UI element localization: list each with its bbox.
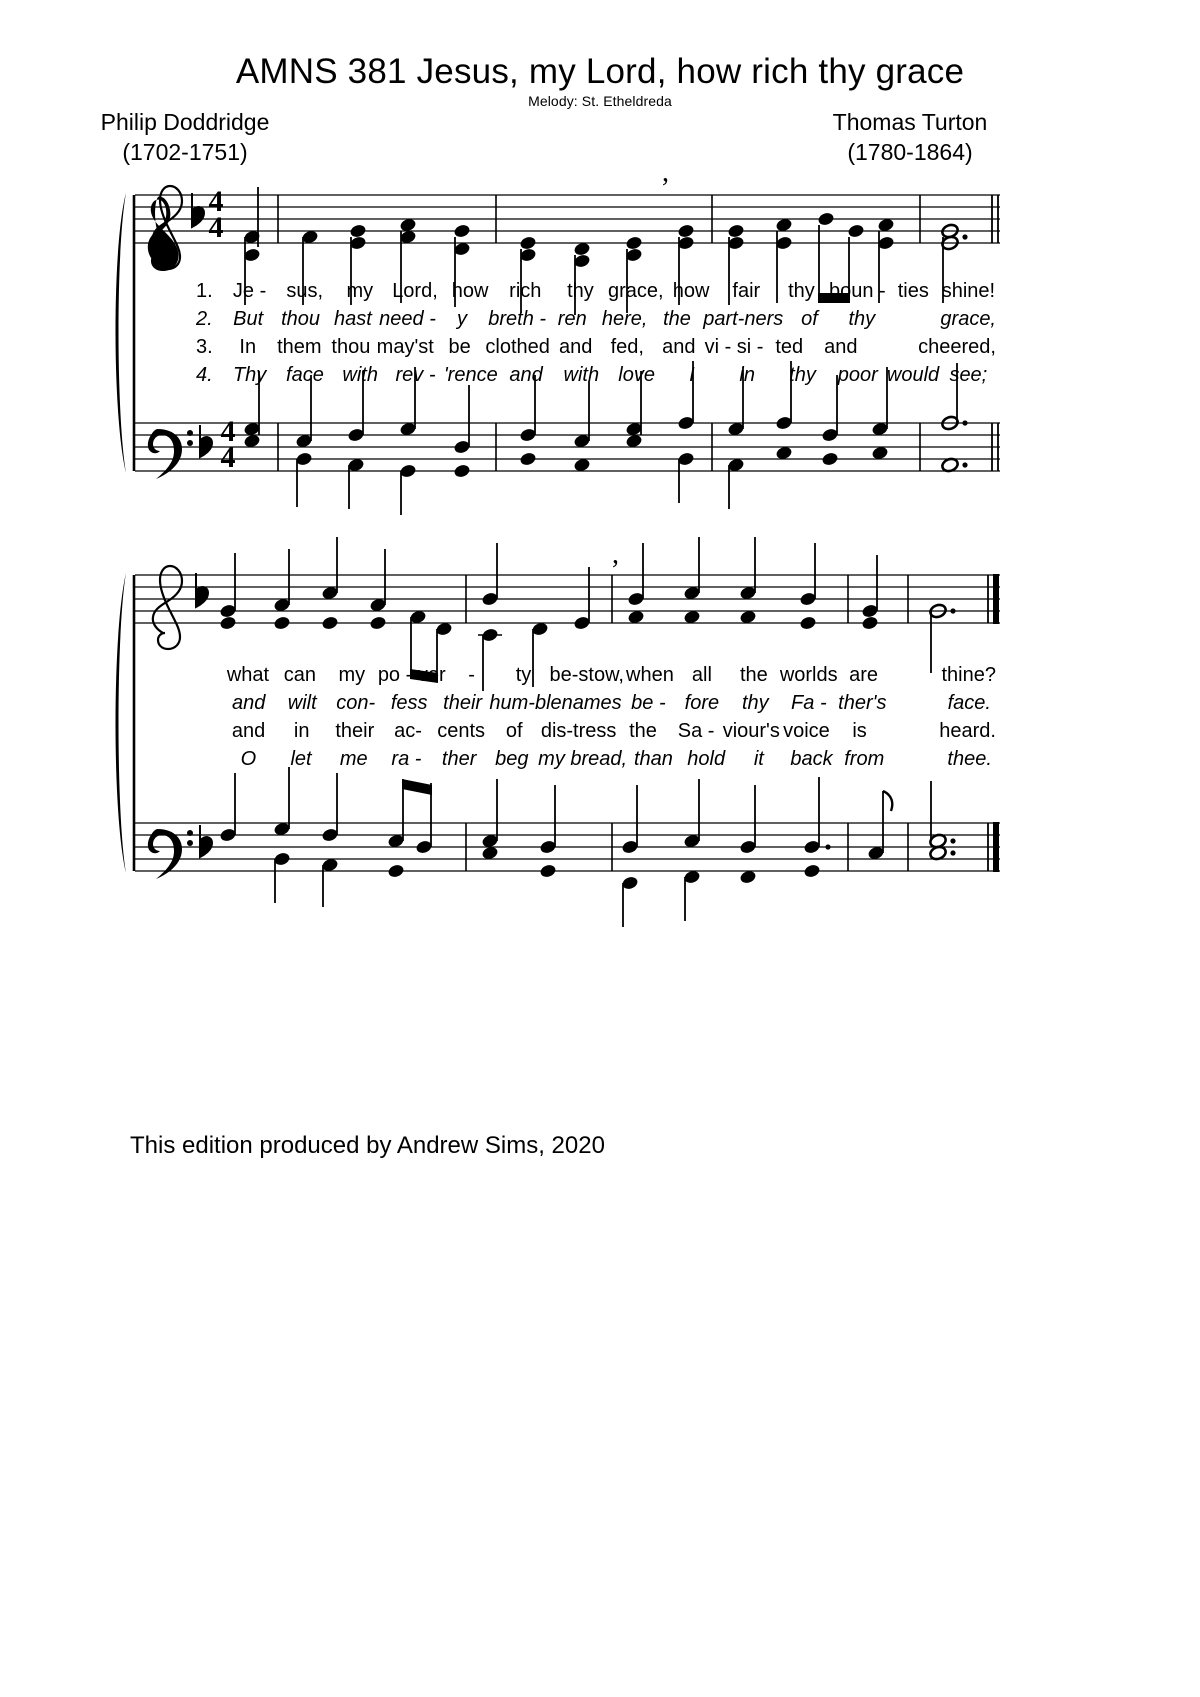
time-signature-top-1: 4 [208,185,224,218]
lyric-syllable: the [663,308,691,330]
lyric-syllable: of [505,720,523,742]
lyric-syllable: dis-tress [540,720,617,742]
lyric-syllable: the [629,720,657,742]
lyric-syllable: and [509,364,543,386]
composer-credit [820,107,1000,167]
lyricist-name: Philip Doddridge [100,109,270,135]
lyric-syllable: and [231,720,266,742]
lyric-syllable: thy [567,280,594,302]
lyric-syllable: wilt [287,692,317,714]
edition-credit: This edition produced by Andrew Sims, 2020 [130,1132,605,1159]
lyric-syllable: ted [775,336,804,358]
lyric-syllable: need - [379,308,436,330]
verse-number: 3. [196,336,213,358]
lyric-syllable: But [233,308,264,330]
key-signature-flat-2 [196,573,208,607]
lyric-syllable: my [346,280,374,302]
lyric-syllable: ties [897,280,929,302]
lyrics-system-1 [196,280,996,392]
lyric-syllable: ty [515,664,532,686]
note-group [867,791,892,861]
system-brace-2 [116,573,127,873]
lyric-line-verse-1 [196,280,996,308]
treble-clef-glyph-2 [153,566,182,649]
lyric-syllable: from [844,748,885,770]
lyric-syllable: is [852,720,867,742]
key-signature-flat-bass-2 [200,825,212,857]
note-group [295,375,313,507]
lyric-syllable: may'st [376,336,434,358]
note-group [803,777,831,879]
lyric-syllable: fed, [610,336,644,358]
lyric-syllable: back [790,748,833,770]
lyric-syllable: all [691,664,712,686]
lyric-syllable: it [753,748,764,770]
lyric-syllable: beg [495,748,529,770]
lyric-syllable: poor [837,364,878,386]
lyric-line-verse-2-cont [196,692,996,720]
lyric-line-verse-3 [196,336,996,364]
lyric-syllable: ther [441,748,477,770]
lyric-syllable: heard. [939,720,996,742]
lyric-syllable: rich [509,280,542,302]
note-group [861,555,879,631]
bass-staff-2 [135,823,1000,871]
lyric-syllable: O [240,748,257,770]
treble-clef-icon [148,197,179,271]
lyric-syllable: grace, [607,280,664,302]
lyric-syllable: viour's [722,720,780,742]
breath-mark-1: , [662,157,669,188]
lyric-syllable: are [849,664,879,686]
lyric-syllable: boun - [829,280,886,302]
composer-name: Thomas Turton [832,109,988,135]
note-group [369,549,387,631]
lyric-syllable: thee. [947,748,992,770]
note-group [739,537,757,625]
lyricist-credit [95,107,275,167]
lyric-syllable: shine! [941,280,996,302]
lyric-syllable: me [339,748,368,770]
lyric-syllable: y [457,308,468,330]
lyric-syllable: in [293,720,310,742]
lyric-syllable: fess [390,692,428,714]
lyric-syllable: con- [336,692,376,714]
lyric-syllable: po - ver [377,664,446,686]
note-group-final [929,603,956,673]
lyric-line-verse-4-cont [196,748,996,776]
key-signature-flat-1 [192,193,204,227]
note-group-beamed [387,779,433,879]
note-group [453,385,471,479]
lyric-syllable: thy [742,692,769,714]
lyric-syllable: hold [687,748,726,770]
verse-number: 4. [196,364,213,386]
lyric-syllable: hast [334,308,372,330]
lyricist-dates: (1702-1751) [122,139,248,165]
lyric-syllable: Thy [232,364,267,386]
lyric-syllable: Lord, [392,280,438,302]
lyric-syllable: hum-ble [489,692,562,714]
verse-number: 1. [196,280,213,302]
lyric-syllable: sus, [286,280,324,302]
lyric-syllable: see; [949,364,988,386]
note-group [219,553,237,631]
lyric-syllable: 'rence [443,364,498,386]
note-group [321,773,339,907]
lyric-syllable: part-ners [703,308,784,330]
lyric-syllable: what [226,664,270,686]
lyric-syllable: and [662,336,696,358]
lyric-syllable: thy [789,364,816,386]
note-group [621,785,639,927]
lyric-syllable: how [672,280,710,302]
lyric-syllable: thou [281,308,321,330]
verse-number: 2. [196,308,213,330]
note-group [273,549,291,631]
lyric-syllable: thy [848,308,876,330]
lyric-line-verse-3-cont [196,720,996,748]
key-signature-flat-bass-1 [200,425,212,457]
lyric-line-verse-2 [196,308,996,336]
lyric-syllable: worlds [779,664,838,686]
lyric-syllable: grace, [940,308,996,330]
lyric-syllable: In [239,336,257,358]
lyric-syllable: cheered, [918,336,996,358]
lyric-syllable: than [633,748,673,770]
lyric-syllable: and [559,336,593,358]
lyric-syllable: fore [684,692,720,714]
lyric-syllable: with [342,364,378,386]
lyric-syllable: cents [437,720,486,742]
lyric-syllable: face [286,364,324,386]
lyric-syllable: of [801,308,818,330]
lyric-syllable: my bread, [538,748,628,770]
note-group [683,779,701,921]
lyric-syllable: the [739,664,768,686]
note-group [481,779,499,861]
lyric-syllable: I [689,364,695,386]
lyric-syllable: let [290,748,312,770]
composer-dates: (1780-1864) [847,139,973,165]
lyric-syllable: clothed [485,336,550,358]
lyric-syllable: when [626,664,674,686]
lyric-syllable: and [824,336,858,358]
time-signature-bottom-bass-1: 4 [220,441,236,474]
lyric-syllable: would [886,364,940,386]
treble-staff-1 [135,195,1000,243]
lyric-syllable: fair [732,280,761,302]
lyric-syllable: love [618,364,655,386]
lyrics-system-2 [196,664,996,776]
lyric-syllable: here, [601,308,648,330]
note-group [627,543,645,625]
lyric-line-verse-4 [196,364,996,392]
note-group [321,537,339,631]
note-group [219,773,237,843]
lyric-syllable: Je - [232,280,267,302]
lyric-syllable: ac- [394,720,422,742]
note-group-final [929,781,956,861]
note-group [539,785,557,879]
lyric-syllable: in [739,364,755,386]
lyric-syllable: their [443,692,483,714]
bass-staff-1 [135,423,1000,471]
lyric-line-verse-1-cont [196,664,996,692]
lyric-syllable: Fa - [791,692,827,714]
lyric-syllable: rev - [395,364,436,386]
time-signature-top-bass-1: 4 [220,415,236,448]
breath-mark-2: , [612,539,619,570]
melody-subtitle: Melody: St. Etheldreda [528,93,672,109]
lyric-syllable: my [338,664,366,686]
lyric-syllable: and [232,692,266,714]
lyric-syllable: ren [557,308,587,330]
lyric-syllable: their [335,720,375,742]
lyric-syllable: thine? [941,664,996,686]
lyric-syllable: vi - si - [704,336,764,358]
lyric-syllable: ra - [391,748,422,770]
lyric-syllable: - [468,664,475,686]
lyric-syllable: how [451,280,489,302]
lyric-syllable: face. [947,692,991,714]
lyric-syllable: them [277,336,322,358]
page-title: AMNS 381 Jesus, my Lord, how rich thy grace [235,52,965,91]
lyric-syllable: names [561,692,622,714]
lyric-syllable: be - [631,692,666,714]
lyric-syllable: be-stow, [549,664,624,686]
lyric-syllable: can [283,664,317,686]
lyric-syllable: with [563,364,600,386]
note-group [683,537,701,625]
lyric-syllable: voice [783,720,830,742]
lyric-syllable: be [448,336,471,358]
lyric-syllable: breth - [488,308,547,330]
lyric-syllable: ther's [838,692,887,714]
lyric-syllable: thou [331,336,371,358]
time-signature-bottom-1: 4 [208,211,224,244]
lyric-syllable: Sa - [677,720,715,742]
lyric-syllable: thy [788,280,815,302]
system-brace-1 [116,193,127,473]
